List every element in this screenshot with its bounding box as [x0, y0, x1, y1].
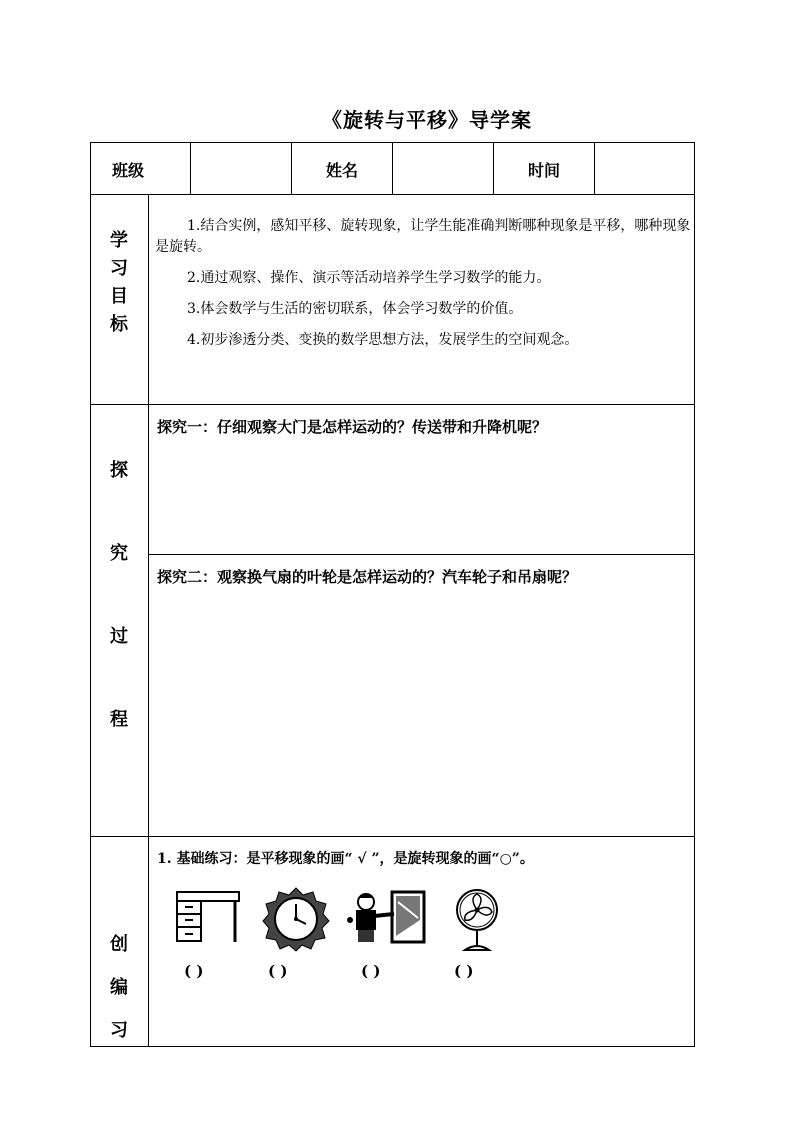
practice-side-label-3: 习	[110, 1020, 128, 1041]
goals-side-label-2: 习	[110, 258, 128, 279]
desk-icon	[175, 890, 241, 944]
practice-side-label-2: 编	[110, 977, 128, 998]
explore-side-label-2: 究	[110, 543, 128, 564]
worksheet-table	[90, 142, 695, 1047]
goal-item-4: 4.初步渗透分类、变换的数学思想方法，发展学生的空间观念。	[187, 332, 579, 348]
fan-icon	[453, 888, 501, 954]
answer-blank-4[interactable]: ( )	[454, 962, 474, 980]
explore-side-label-3: 过	[110, 626, 128, 647]
learning-goals	[155, 216, 695, 361]
explore-question-2: 探究二：观察换气扇的叶轮是怎样运动的？汽车轮子和吊扇呢？	[157, 568, 578, 586]
answer-blank-3[interactable]: ( )	[361, 962, 381, 980]
goal-item-2: 2.通过观察、操作、演示等活动培养学生学习数学的能力。	[187, 270, 551, 286]
page-title: 《旋转与平移》导学案	[322, 108, 532, 132]
gear-clock-icon	[262, 886, 330, 952]
class-label: 班级	[112, 161, 145, 180]
time-label: 时间	[528, 161, 561, 180]
person-window-icon	[346, 890, 428, 946]
practice-side-label-1: 创	[110, 934, 128, 955]
answer-blank-1[interactable]: ( )	[184, 962, 204, 980]
goal-item-3: 3.体会数学与生活的密切联系，体会学习数学的价值。	[187, 301, 523, 317]
goal-item-1: 1.结合实例，感知平移、旋转现象，让学生能准确判断哪种现象是平移，哪种现象是旋转。	[155, 218, 691, 255]
explore-side-label-4: 程	[110, 709, 128, 730]
goals-side-label-4: 标	[110, 314, 128, 335]
explore-question-1: 探究一：仔细观察大门是怎样运动的？传送带和升降机呢？	[157, 418, 548, 436]
name-field[interactable]	[393, 143, 492, 193]
class-field[interactable]	[191, 143, 290, 193]
time-field[interactable]	[595, 143, 693, 193]
goals-side-label-1: 学	[110, 230, 128, 251]
explore-side-label-1: 探	[110, 460, 128, 481]
goals-side-label-3: 目	[110, 286, 128, 307]
answer-blank-2[interactable]: ( )	[268, 962, 288, 980]
practice-question-1: 1. 基础练习：是平移现象的画“ √ ”，是旋转现象的画“○”。	[157, 851, 534, 867]
name-label: 姓名	[326, 161, 359, 180]
